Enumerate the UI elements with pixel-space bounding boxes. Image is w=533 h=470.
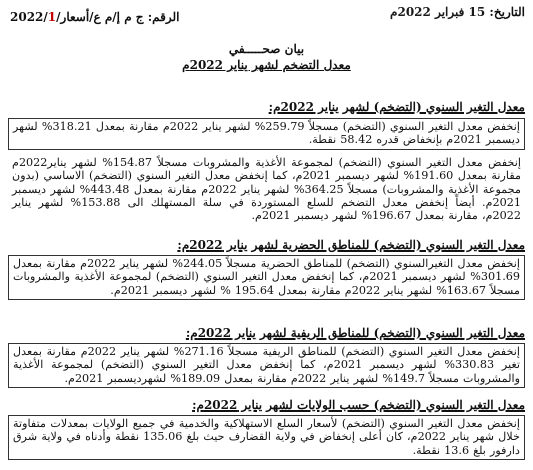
press-release-title: بيان صحـــــفي bbox=[228, 42, 305, 56]
section-paragraph: إنخفض معدل التغير السنوي (التضخم) للمناطق الريفية مسجلاً 271.16% لشهر يناير 2022م مقارنة بمعدل تغير 330.83% لشهر ديسمبر 2021م، كما إنخفض معدل التغير السنوي (التضخم) لمجموعة الأغذية والمشروبات مسجلاً 149.7% لشهر يناير 2022م مقارنة بمعدل 189.09% لشهرديسمبر 2021م. bbox=[8, 343, 525, 388]
document-reference bbox=[10, 10, 180, 24]
reference-number: 1 bbox=[47, 10, 57, 24]
section-heading: معدل التغير السنوي (التضخم) حسب الولايات لشهر يناير 2022م: bbox=[192, 398, 525, 412]
section-heading: معدل التغير السنوي (التضخم) للمناطق الريفية لشهر يناير 2022م: bbox=[185, 326, 525, 340]
section-heading: معدل التغير السنوي (التضخم) للمناطق الحضرية لشهر يناير 2022م: bbox=[177, 238, 525, 252]
section-annual-inflation bbox=[8, 100, 525, 223]
document-date bbox=[390, 5, 525, 19]
reference-label: الرقم: ج م إ/م ع/أسعار/2022/ bbox=[10, 10, 180, 24]
section-urban-inflation bbox=[8, 238, 525, 300]
section-states-inflation bbox=[8, 398, 525, 460]
section-heading: معدل التغير السنوي (التضخم) لشهر يناير 2022م: bbox=[268, 100, 525, 114]
date-label: التاريخ: bbox=[489, 5, 525, 19]
date-value: 15 فبراير 2022م bbox=[390, 5, 486, 19]
section-paragraph: إنخفض معدل التغير السنوي (التضخم) لمجموعة الأغذية والمشروبات مسجلاً 154.87% لشهر يناير2022م مقارنة بمعدل 191.60% لشهر ديسمبر 2021م، كما إنخفض معدل التغير السنوي (التضخم) الاساسي (بدون مجموعة الأغذية والمشروبات) مسجلاً 364.25% لشهر يناير 2022م مقارنة بمعدل 443.48% لشهر ديسمبر 2021م. أيضاً إنخفض معدل التضخم للسلع المستوردة في سلة المستهلك الى 153.88% لشهر يناير 2022م، مقارنة بمعدل 196.67% لشهر ديسمبر 2021م. bbox=[12, 155, 521, 223]
document-main-title: معدل التضخم لشهر يناير 2022م bbox=[182, 58, 351, 72]
section-paragraph: إنخفض معدل التغيرالسنوي (التضخم) للمناطق الحضرية مسجلاً 244.05% لشهر يناير 2022م مقارنة بمعدل 301.69% لشهر ديسمبر 2021م، كما إنخفض معدل التغير السنوي (التضخم) لمجموعة الأغذية والمشروبات مسجلاً 163.67% لشهر يناير 2022م مقارنة بمعدل 195.64 % لشهر ديسمبر 2021م. bbox=[8, 255, 525, 300]
section-paragraph: إنخفض معدل التغير السنوي (التضخم) مسجلاً 259.79% لشهر يناير 2022م مقارنة بمعدل 318.21% لشهر ديسمبر 2021م بإنخفاض قدره 58.42 نقطة. bbox=[8, 118, 525, 150]
section-rural-inflation bbox=[8, 326, 525, 388]
section-paragraph: إنخفض معدل التغير السنوي (التضخم) لأسعار السلع الاستهلاكية والخدمية في جميع الولايات بمعدلات متفاوتة خلال شهر يناير 2022م، كان أعلى إنخفاض في ولاية القضارف حيث بلغ 135.06 نقطة وأدناه في ولاية شرق دارفور بلغ 13.6 نقطة. bbox=[8, 415, 525, 460]
